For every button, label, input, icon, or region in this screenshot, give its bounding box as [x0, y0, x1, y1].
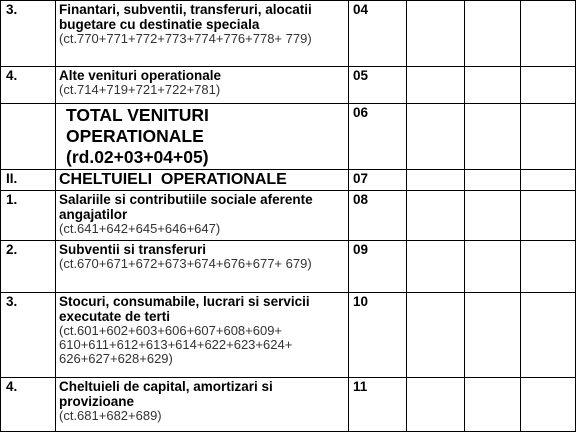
value-cell [407, 104, 465, 170]
value-cell [407, 1, 465, 67]
value-cell [521, 241, 576, 293]
row-description [56, 378, 349, 432]
row-title: Finantari, subventii, transferuri, alocatii bugetare cu destinatie speciala [59, 2, 312, 32]
row-description [56, 170, 349, 191]
value-cell [521, 67, 576, 104]
row-title: Subventii si transferuri [59, 242, 207, 257]
row-formula: (ct.714+719+721+722+781) [59, 82, 221, 97]
row-description [56, 67, 349, 104]
row-code: 11 [349, 378, 407, 432]
value-cell [521, 1, 576, 67]
row-number: II. [1, 170, 56, 191]
value-cell [465, 170, 521, 191]
value-cell [465, 293, 521, 378]
value-cell [407, 378, 465, 432]
table-row [1, 1, 576, 67]
row-description [56, 241, 349, 293]
value-cell [521, 378, 576, 432]
table-row [1, 104, 576, 170]
row-number: 1. [1, 191, 56, 241]
row-title: Alte venituri operationale [59, 68, 222, 83]
table-row [1, 378, 576, 432]
row-description [56, 191, 349, 241]
row-title: Stocuri, consumabile, lucrari si servicii executate de terti [59, 294, 310, 324]
value-cell [465, 191, 521, 241]
value-cell [407, 191, 465, 241]
row-title: CHELTUIELI OPERATIONALE [59, 171, 287, 188]
value-cell [407, 67, 465, 104]
row-code: 10 [349, 293, 407, 378]
table-row [1, 191, 576, 241]
row-title: TOTAL VENITURI OPERATIONALE (rd.02+03+04+05) [66, 105, 209, 167]
row-number: 3. [1, 1, 56, 67]
row-formula: (ct.601+602+603+606+607+608+609+ 610+611+612+613+614+622+623+624+ 626+627+628+629) [59, 323, 293, 366]
row-description [56, 1, 349, 67]
value-cell [521, 293, 576, 378]
value-cell [465, 241, 521, 293]
value-cell [465, 378, 521, 432]
row-number [1, 104, 56, 170]
value-cell [521, 170, 576, 191]
row-formula: (ct.670+671+672+673+674+676+677+ 679) [59, 256, 312, 271]
row-code: 05 [349, 67, 407, 104]
table-row [1, 293, 576, 378]
value-cell [407, 170, 465, 191]
row-title: Salariile si contributiile sociale aferente angajatilor [59, 192, 313, 222]
row-code: 08 [349, 191, 407, 241]
row-number: 4. [1, 67, 56, 104]
table-row [1, 170, 576, 191]
row-code: 07 [349, 170, 407, 191]
value-cell [407, 241, 465, 293]
row-code: 04 [349, 1, 407, 67]
row-number: 2. [1, 241, 56, 293]
row-number: 4. [1, 378, 56, 432]
row-description [56, 104, 349, 170]
value-cell [465, 67, 521, 104]
value-cell [465, 104, 521, 170]
value-cell [465, 1, 521, 67]
table-row [1, 241, 576, 293]
row-code: 09 [349, 241, 407, 293]
row-code: 06 [349, 104, 407, 170]
row-formula: (ct.770+771+772+773+774+776+778+ 779) [59, 31, 312, 46]
row-formula: (ct.641+642+645+646+647) [59, 221, 221, 236]
row-number: 3. [1, 293, 56, 378]
row-title: Cheltuieli de capital, amortizari si provizioane [59, 379, 273, 409]
value-cell [407, 293, 465, 378]
row-formula: (ct.681+682+689) [59, 408, 162, 423]
table-row [1, 67, 576, 104]
value-cell [521, 104, 576, 170]
row-description [56, 293, 349, 378]
value-cell [521, 191, 576, 241]
